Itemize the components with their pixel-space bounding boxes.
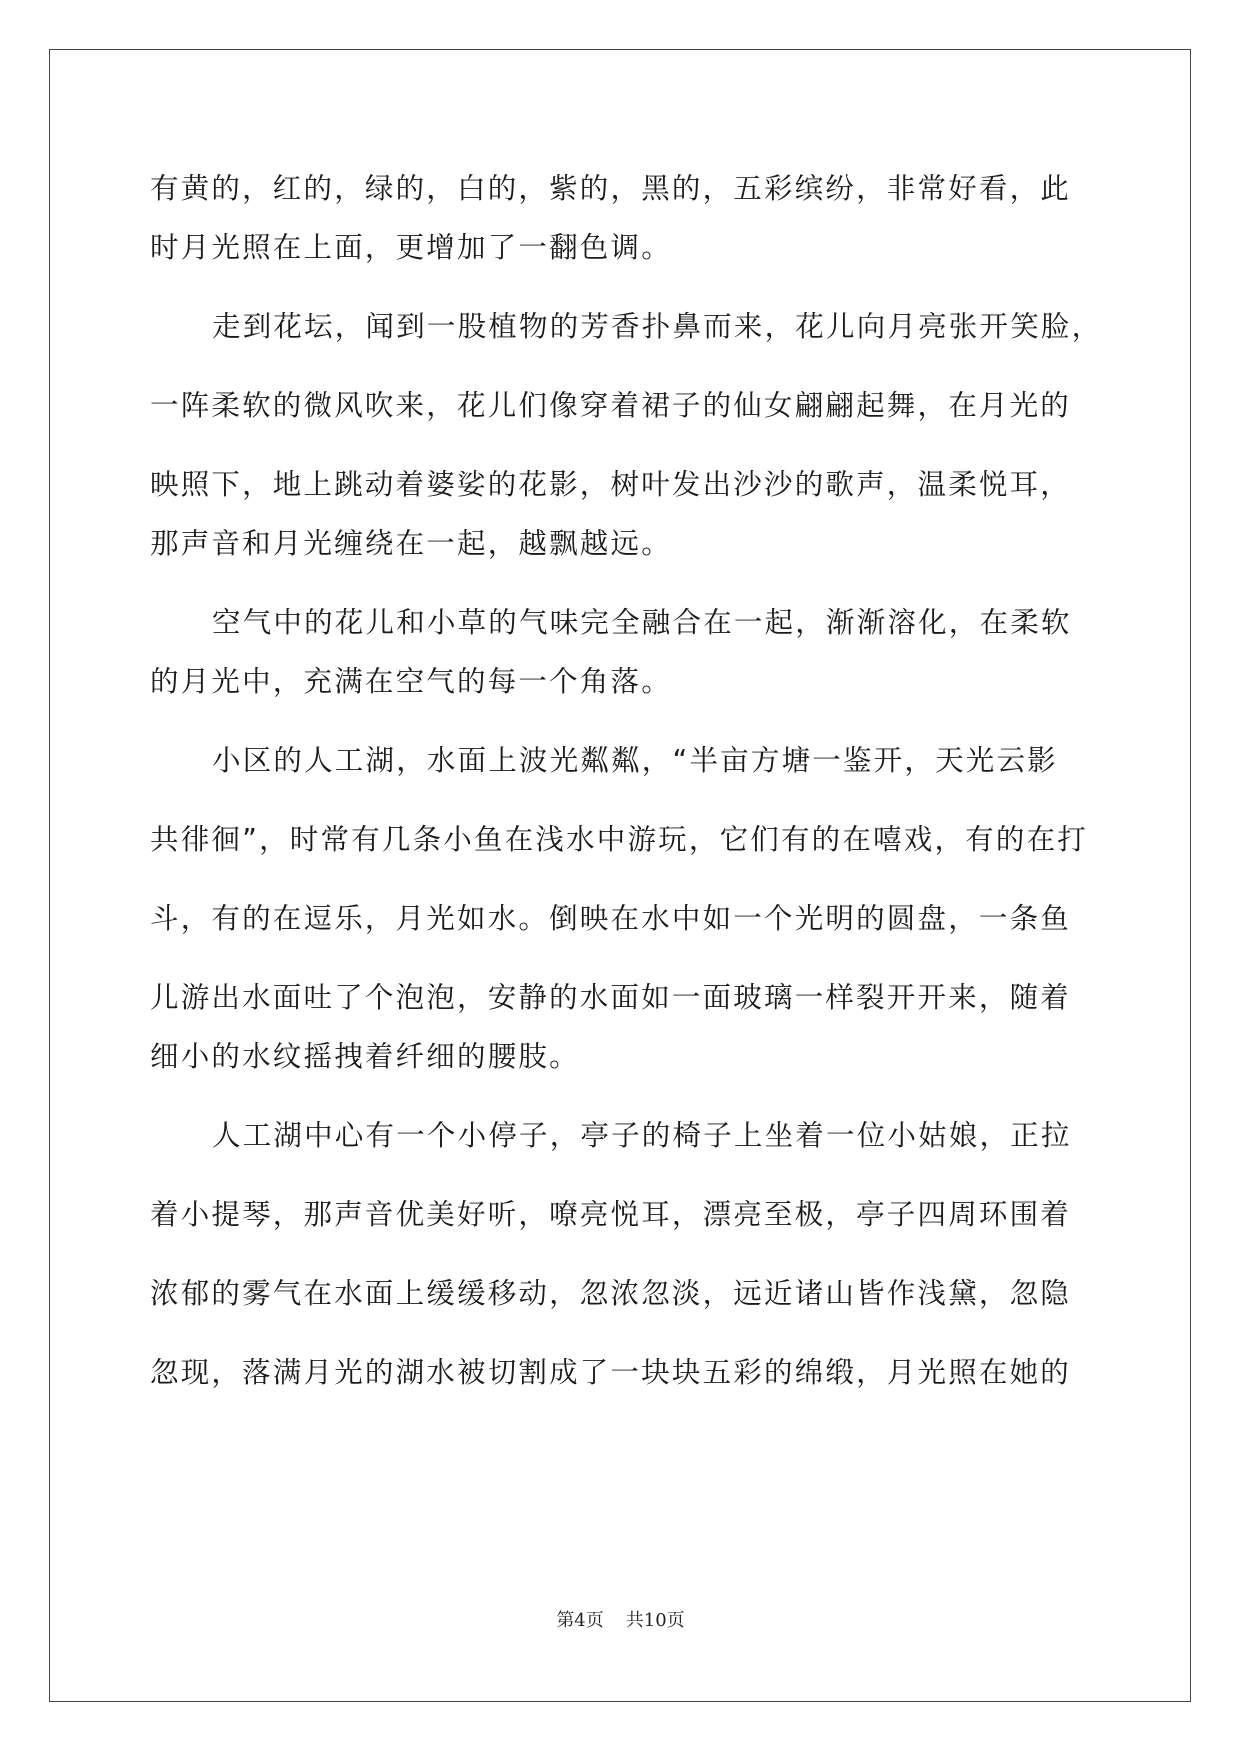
page-border — [49, 49, 1191, 1702]
paragraph-line-5: 映照下，地上跳动着婆娑的花影，树叶发出沙沙的歌声，温柔悦耳， — [150, 468, 1072, 501]
paragraph-line-6: 那声音和月光缠绕在一起，越飘越远。 — [150, 527, 672, 560]
paragraph-line-11: 斗，有的在逗乐，月光如水。倒映在水中如一个光明的圆盘，一条鱼 — [150, 902, 1072, 935]
paragraph-line-7: 空气中的花儿和小草的气味完全融合在一起，渐渐溶化，在柔软 — [212, 606, 1072, 639]
paragraph-line-14: 人工湖中心有一个小停子，亭子的椅子上坐着一位小姑娘，正拉 — [212, 1119, 1072, 1152]
paragraph-line-17: 忽现，落满月光的湖水被切割成了一块块五彩的绵缎，月光照在她的 — [150, 1356, 1072, 1389]
paragraph-line-8: 的月光中，充满在空气的每一个角落。 — [150, 665, 672, 698]
page-number: 第4页 — [556, 1610, 604, 1631]
paragraph-line-15: 着小提琴，那声音优美好听，嘹亮悦耳，漂亮至极，亭子四周环围着 — [150, 1198, 1072, 1231]
paragraph-line-3: 走到花坛，闻到一股植物的芳香扑鼻而来，花儿向月亮张开笑脸， — [212, 310, 1103, 343]
page-total: 共10页 — [625, 1610, 685, 1631]
paragraph-line-1: 有黄的，红的，绿的，白的，紫的，黑的，五彩缤纷，非常好看，此 — [150, 172, 1072, 205]
paragraph-line-2: 时月光照在上面，更增加了一翻色调。 — [150, 231, 672, 264]
paragraph-line-4: 一阵柔软的微风吹来，花儿们像穿着裙子的仙女翩翩起舞，在月光的 — [150, 389, 1072, 422]
paragraph-line-10: 共徘徊”，时常有几条小鱼在浅水中游玩，它们有的在嘻戏，有的在打 — [150, 823, 1088, 856]
paragraph-line-13: 细小的水纹摇拽着纤细的腰肢。 — [150, 1040, 580, 1073]
paragraph-line-12: 儿游出水面吐了个泡泡，安静的水面如一面玻璃一样裂开开来，随着 — [150, 981, 1072, 1014]
paragraph-line-9: 小区的人工湖，水面上波光粼粼，“半亩方塘一鉴开，天光云影 — [212, 744, 1058, 777]
paragraph-line-16: 浓郁的雾气在水面上缓缓移动，忽浓忽淡，远近诸山皆作浅黛，忽隐 — [150, 1277, 1072, 1310]
page-footer — [0, 1606, 1241, 1632]
